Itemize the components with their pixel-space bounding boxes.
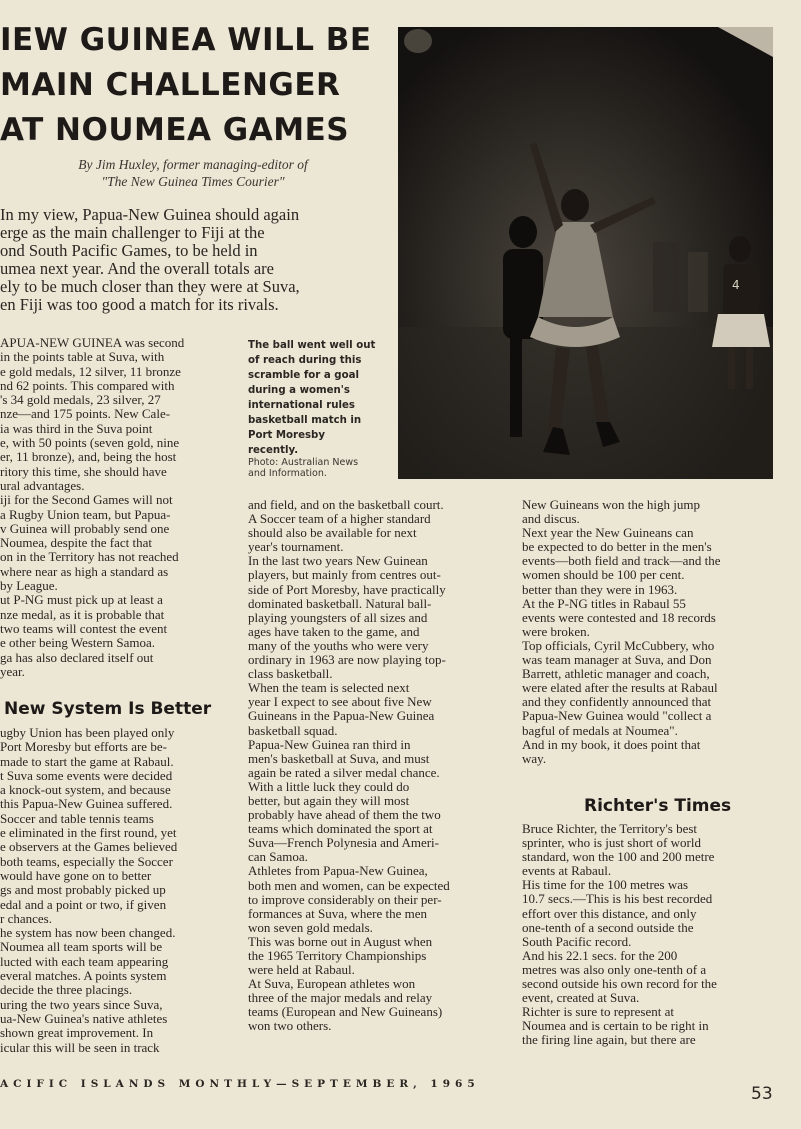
column-1-text: APUA-NEW GUINEA was second in the points table at Suva, with e gold medals, 12 silver, 11 bronze nd 62 points. This compared with 's 34 gold medals, 23 silver, 27 nze—and 175 points. New Cale- ia was third in the Suva point e, with 50 points (seven gold, nine er, 11 bronze), and, being the host ritory this time, she should have ural advantages. iji for the Second Games will not a Rugby Union team, but Papua- v Guinea will probably send one Noumea, despite the fact that on in the Territory has not reached where near as high a standard as by League. ut P-NG must pick up at least a nze medal, as it is probable that two teams will contest the event e other being Western Samoa. ga has also declared itself out year. [0,335,185,679]
photo-caption: The ball went well out of reach during this scramble for a goal during a women's international rules basketball match in Port Moresby recently. [248,340,376,456]
subhead-new-system [4,699,211,719]
column-2-text: and field, and on the basketball court. A Soccer team of a higher standard should also be available for next year's tournament. In the last two years New Guinean players, but mainly from centres out- side of Port Moresby, have practically dominated basketball. Natural ball- playing youngsters of all sizes and ages have taken to the game, and many of the youths who were very ordinary in 1963 are now playing top- class basketball. When the team is selected next year I expect to see about five New Guineans in the Papua-New Guinea basketball squad. Papua-New Guinea ran third in men's basketball at Suva, and must again be rated a silver medal chance. With a little luck they could do better, but again they will most probably have ahead of them the two teams which dominated the sport at Suva—French Polynesia and Ameri- can Samoa. Athletes from Papua-New Guinea, both men and women, can be expected to improve considerably on their per- formances at Suva, where the men won seven gold medals. This was borne out in August when the 1965 Territory Championships were held at Rabaul. At Suva, European athletes won three of the major medals and relay teams (European and New Guineans) won two others. [248,497,450,1034]
subhead-richters-times [584,796,731,816]
svg-text:4: 4 [732,278,740,292]
column-1b-text: ugby Union has been played only Port Moresby but efforts are be- made to start the game at Rabaul. t Suva some events were decided a knock-out system, and because this Papua-New Guinea suffered. Soccer and table tennis teams e eliminated in the first round, yet e observers at the Games believed both teams, especially the Soccer would have gone on to better gs and most probably picked up edal and a point or two, if given r chances. he system has now been changed. Noumea all team sports will be lucted with each team appearing everal matches. A points system decide the three placings. uring the two years since Suva, ua-New Guinea's native athletes shown great improvement. In icular this will be seen in track [0,725,178,1055]
column-3-text: New Guineans won the high jump and discus. Next year the New Guineans can be expected to do better in the men's events—both field and track—and the women should be 100 per cent. better than they were in 1963. At the P-NG titles in Rabaul 55 events were contested and 18 records were broken. Top officials, Cyril McCubbery, who was team manager at Suva, and Don Barrett, athletic manager and coach, were elated after the results at Rabaul and they confidently announced that Papua-New Guinea would "collect a bagful of medals at Noumea". And in my book, it does point that way. [522,497,721,766]
byline: By Jim Huxley, former managing-editor of "The New Guinea Times Courier" [78,157,308,189]
intro-paragraph: In my view, Papua-New Guinea should again erge as the main challenger to Fiji at the ond South Pacific Games, to be held in umea next year. And the overall totals are ely to be much closer than they were at Suva, en Fiji was too good a match for its rivals. [0,205,300,314]
column-3b-text: Bruce Richter, the Territory's best sprinter, who is just short of world standard, won the 100 and 200 metre events at Rabaul. His time for the 100 metres was 10.7 secs.—This is his best recorded effort over this distance, and only one-tenth of a second outside the South Pacific record. And his 22.1 secs. for the 200 metres was also only one-tenth of a second outside his own record for the event, created at Suva. Richter is sure to represent at Noumea and is certain to be right in the firing line again, but there are [522,821,717,1048]
page-number: 53 [751,1084,773,1104]
footer-publication: ACIFIC ISLANDS MONTHLY—SEPTEMBER, 1965 [0,1078,480,1090]
subhead-new-system-text: New System Is Better [4,699,212,719]
subhead-richters-times-text: Richter's Times [584,796,732,816]
photo-credit: Photo: Australian News and Information. [248,457,359,479]
headline: IEW GUINEA WILL BE MAIN CHALLENGER AT NOUMEA GAMES [0,22,372,148]
basketball-photo [398,27,773,479]
basketball-photo-graphic [398,27,773,479]
